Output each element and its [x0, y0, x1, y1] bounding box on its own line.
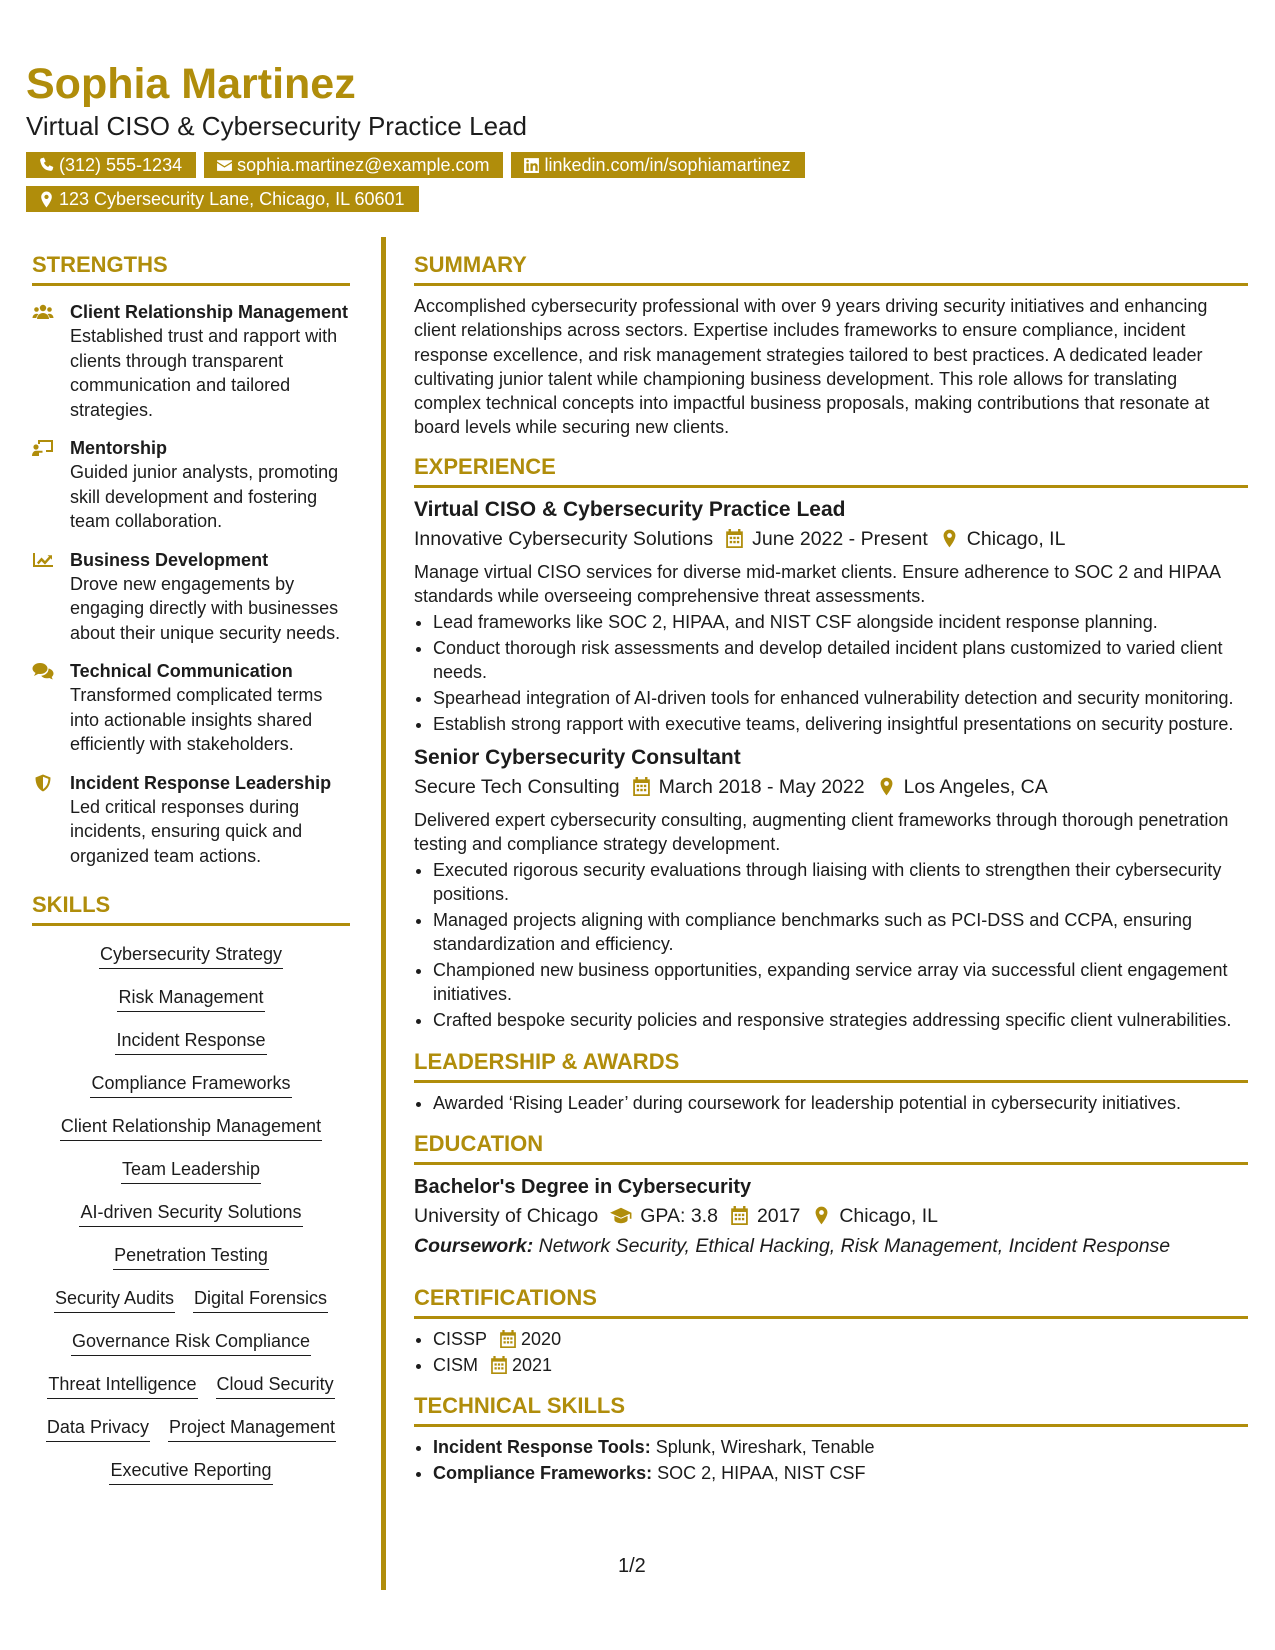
shield-icon — [32, 773, 54, 793]
calendar-icon — [725, 529, 744, 548]
summary-text: Accomplished cybersecurity professional with over 9 years driving security initiatives and enhancing client relationships across sectors. Expertise includes frameworks to ensure compliance, incident response excellence, and risk management strategies tailored to best practices. A dedicated leader cultivating junior talent while championing business development. This role allows for translating complex technical concepts into impactful business proposals, making contributions that resonate at board levels while securing new clients. — [414, 296, 1210, 438]
calendar-icon — [490, 1356, 508, 1374]
users-icon — [32, 302, 54, 322]
right-column — [414, 250, 1248, 1485]
certifications-list — [414, 1327, 1248, 1377]
leadership-section — [414, 1047, 1248, 1115]
coursework — [414, 1231, 1248, 1261]
job-bullets — [414, 610, 1248, 736]
address-chip — [26, 186, 419, 212]
strength-item — [32, 771, 350, 869]
summary-heading: SUMMARY — [414, 250, 1248, 286]
map-marker-icon — [940, 529, 959, 548]
bullet-item: • Spearhead integration of AI-driven tools for enhanced vulnerability detection and security monitoring. — [433, 686, 1248, 710]
job-description: Delivered expert cybersecurity consulting, augmenting client frameworks through thorough penetration testing and compliance strategy development. — [414, 809, 1229, 855]
job-entry — [414, 744, 1248, 1033]
strength-description: Led critical responses during incidents, ensuring quick and organized team actions. — [70, 796, 303, 866]
bullet-item: • Executed rigorous security evaluations through liaising with clients to strengthen their cybersecurity positions. — [433, 858, 1248, 907]
phone-icon — [38, 157, 55, 174]
skill-tag: Compliance Frameworks — [90, 1071, 291, 1098]
skill-tag: Security Audits — [54, 1286, 175, 1313]
strength-description: Transformed complicated terms into actionable insights shared efficiently with stakeholders. — [70, 685, 323, 754]
tech-skill-value: Splunk, Wireshark, Tenable — [655, 1436, 875, 1457]
skill-tag: Risk Management — [117, 985, 264, 1012]
strength-item — [32, 659, 350, 757]
education-section — [414, 1129, 1248, 1261]
cert-item — [433, 1327, 1248, 1351]
skill-tag: Data Privacy — [46, 1415, 150, 1442]
job-dates: March 2018 - May 2022 — [658, 775, 865, 798]
skill-tag: Threat Intelligence — [47, 1372, 197, 1399]
job-title: Virtual CISO & Cybersecurity Practice Lead — [414, 497, 846, 521]
education-meta — [414, 1201, 1248, 1231]
skills-list — [32, 942, 350, 1501]
strengths-list — [32, 300, 350, 868]
graduation-year: 2017 — [756, 1204, 801, 1227]
graduation-cap-icon — [610, 1206, 632, 1225]
education-heading: EDUCATION — [414, 1129, 1248, 1165]
comments-icon — [32, 661, 54, 681]
linkedin-text: linkedin.com/in/sophiamartinez — [544, 155, 791, 175]
strength-item — [32, 548, 350, 646]
strength-item — [32, 300, 350, 422]
cert-year: 2021 — [512, 1354, 553, 1375]
map-marker-icon — [812, 1206, 831, 1225]
leadership-heading: LEADERSHIP & AWARDS — [414, 1047, 1248, 1083]
cert-name: • CISSP — [433, 1328, 488, 1349]
job-dates: June 2022 - Present — [752, 527, 928, 550]
tech-skill-label: Compliance Frameworks: — [433, 1462, 653, 1483]
job-description: Manage virtual CISO services for diverse mid-market clients. Ensure adherence to SOC 2 and HIPAA standards while overseeing comprehensive threat assessments. — [414, 561, 1221, 607]
leadership-list — [414, 1091, 1248, 1115]
job-bullets — [414, 858, 1248, 1033]
tech-skill-item — [433, 1461, 1248, 1485]
skill-tag: Incident Response — [115, 1028, 266, 1055]
strength-title: Mentorship — [70, 438, 167, 458]
strength-description: Established trust and rapport with clients through transparent communication and tailored strategies. — [70, 326, 338, 420]
chalkboard-teacher-icon — [32, 438, 54, 458]
candidate-name: Sophia Martinez — [26, 60, 356, 108]
skill-tag: Governance Risk Compliance — [71, 1329, 311, 1356]
bullet-item: • Lead frameworks like SOC 2, HIPAA, and NIST CSF alongside incident response planning. — [433, 610, 1248, 634]
cert-item — [433, 1353, 1248, 1377]
skill-tag: Digital Forensics — [193, 1286, 328, 1313]
skill-tag: Penetration Testing — [113, 1243, 269, 1270]
email-text: sophia.martinez@example.com — [237, 155, 490, 175]
envelope-icon — [216, 157, 233, 174]
resume-header — [26, 58, 1249, 220]
linkedin-chip[interactable] — [511, 152, 804, 178]
job-meta — [414, 772, 1248, 802]
strength-title: Technical Communication — [70, 661, 293, 681]
company-name: Secure Tech Consulting — [414, 775, 620, 798]
strength-title: Client Relationship Management — [70, 302, 349, 322]
skill-tag: AI-driven Security Solutions — [79, 1200, 302, 1227]
bullet-item: • Awarded ‘Rising Leader’ during coursework for leadership potential in cybersecurity initiatives. — [433, 1091, 1248, 1115]
job-title: Senior Cybersecurity Consultant — [414, 745, 741, 769]
technical-skills-heading: TECHNICAL SKILLS — [414, 1391, 1248, 1427]
bullet-item: • Conduct thorough risk assessments and develop detailed incident plans customized to varied client needs. — [433, 636, 1248, 685]
candidate-role: Virtual CISO & Cybersecurity Practice Lead — [26, 111, 527, 141]
school-name: University of Chicago — [414, 1204, 599, 1227]
strength-description: Guided junior analysts, promoting skill development and fostering team collaboration. — [70, 462, 339, 531]
skill-tag: Project Management — [168, 1415, 336, 1442]
tech-skill-value: SOC 2, HIPAA, NIST CSF — [657, 1462, 866, 1483]
coursework-label: Coursework: — [414, 1234, 534, 1257]
skill-tag: Executive Reporting — [109, 1458, 272, 1485]
gpa: GPA: 3.8 — [640, 1204, 718, 1227]
skill-tag: Cloud Security — [216, 1372, 335, 1399]
job-location: Los Angeles, CA — [903, 775, 1048, 798]
bullet-item: • Championed new business opportunities, expanding service array via successful client engagement initiatives. — [433, 958, 1248, 1007]
bullet-item: • Establish strong rapport with executive teams, delivering insightful presentations on security posture. — [433, 712, 1248, 736]
phone-chip[interactable] — [26, 152, 196, 178]
skill-tag: Team Leadership — [121, 1157, 261, 1184]
contact-bar — [26, 152, 926, 220]
cert-year: 2020 — [521, 1328, 562, 1349]
bullet-item: • Managed projects aligning with compliance benchmarks such as PCI-DSS and CCPA, ensuring standardization and efficiency. — [433, 908, 1248, 957]
calendar-icon — [632, 777, 651, 796]
skills-heading: SKILLS — [32, 890, 350, 926]
strength-item — [32, 436, 350, 534]
job-entry — [414, 496, 1248, 736]
job-meta — [414, 524, 1248, 554]
map-marker-icon — [38, 191, 55, 208]
strength-title: Business Development — [70, 549, 269, 570]
map-marker-icon — [877, 777, 896, 796]
email-chip[interactable] — [204, 152, 503, 178]
degree-title: Bachelor's Degree in Cybersecurity — [414, 1175, 752, 1198]
technical-skills-section — [414, 1391, 1248, 1485]
certifications-heading: CERTIFICATIONS — [414, 1283, 1248, 1319]
phone-text: (312) 555-1234 — [59, 155, 183, 175]
school-location: Chicago, IL — [839, 1204, 938, 1227]
certifications-section — [414, 1283, 1248, 1377]
left-column — [32, 250, 350, 1501]
coursework-text: Network Security, Ethical Hacking, Risk Management, Incident Response — [538, 1234, 1171, 1257]
job-location: Chicago, IL — [966, 527, 1066, 550]
strengths-heading: STRENGTHS — [32, 250, 350, 286]
linkedin-icon — [523, 157, 540, 174]
tech-skill-label: Incident Response Tools: — [433, 1436, 651, 1457]
strength-description: Drove new engagements by engaging directly with businesses about their unique security needs. — [70, 573, 341, 643]
page-number: 1/2 — [618, 1555, 646, 1577]
tech-skill-item — [433, 1435, 1248, 1459]
bullet-item: • Crafted bespoke security policies and responsive strategies addressing specific client vulnerabilities. — [433, 1008, 1248, 1032]
skill-tag: Client Relationship Management — [60, 1114, 322, 1141]
cert-name: • CISM — [433, 1354, 478, 1375]
technical-skills-list — [414, 1435, 1248, 1485]
skill-tag: Cybersecurity Strategy — [99, 942, 283, 969]
experience-heading: EXPERIENCE — [414, 452, 1248, 488]
column-divider — [381, 237, 386, 1590]
calendar-icon — [499, 1330, 517, 1348]
calendar-icon — [730, 1206, 749, 1225]
chart-line-icon — [32, 550, 54, 570]
address-text: 123 Cybersecurity Lane, Chicago, IL 60601 — [59, 189, 405, 209]
company-name: Innovative Cybersecurity Solutions — [414, 527, 714, 550]
strength-title: Incident Response Leadership — [70, 772, 332, 793]
